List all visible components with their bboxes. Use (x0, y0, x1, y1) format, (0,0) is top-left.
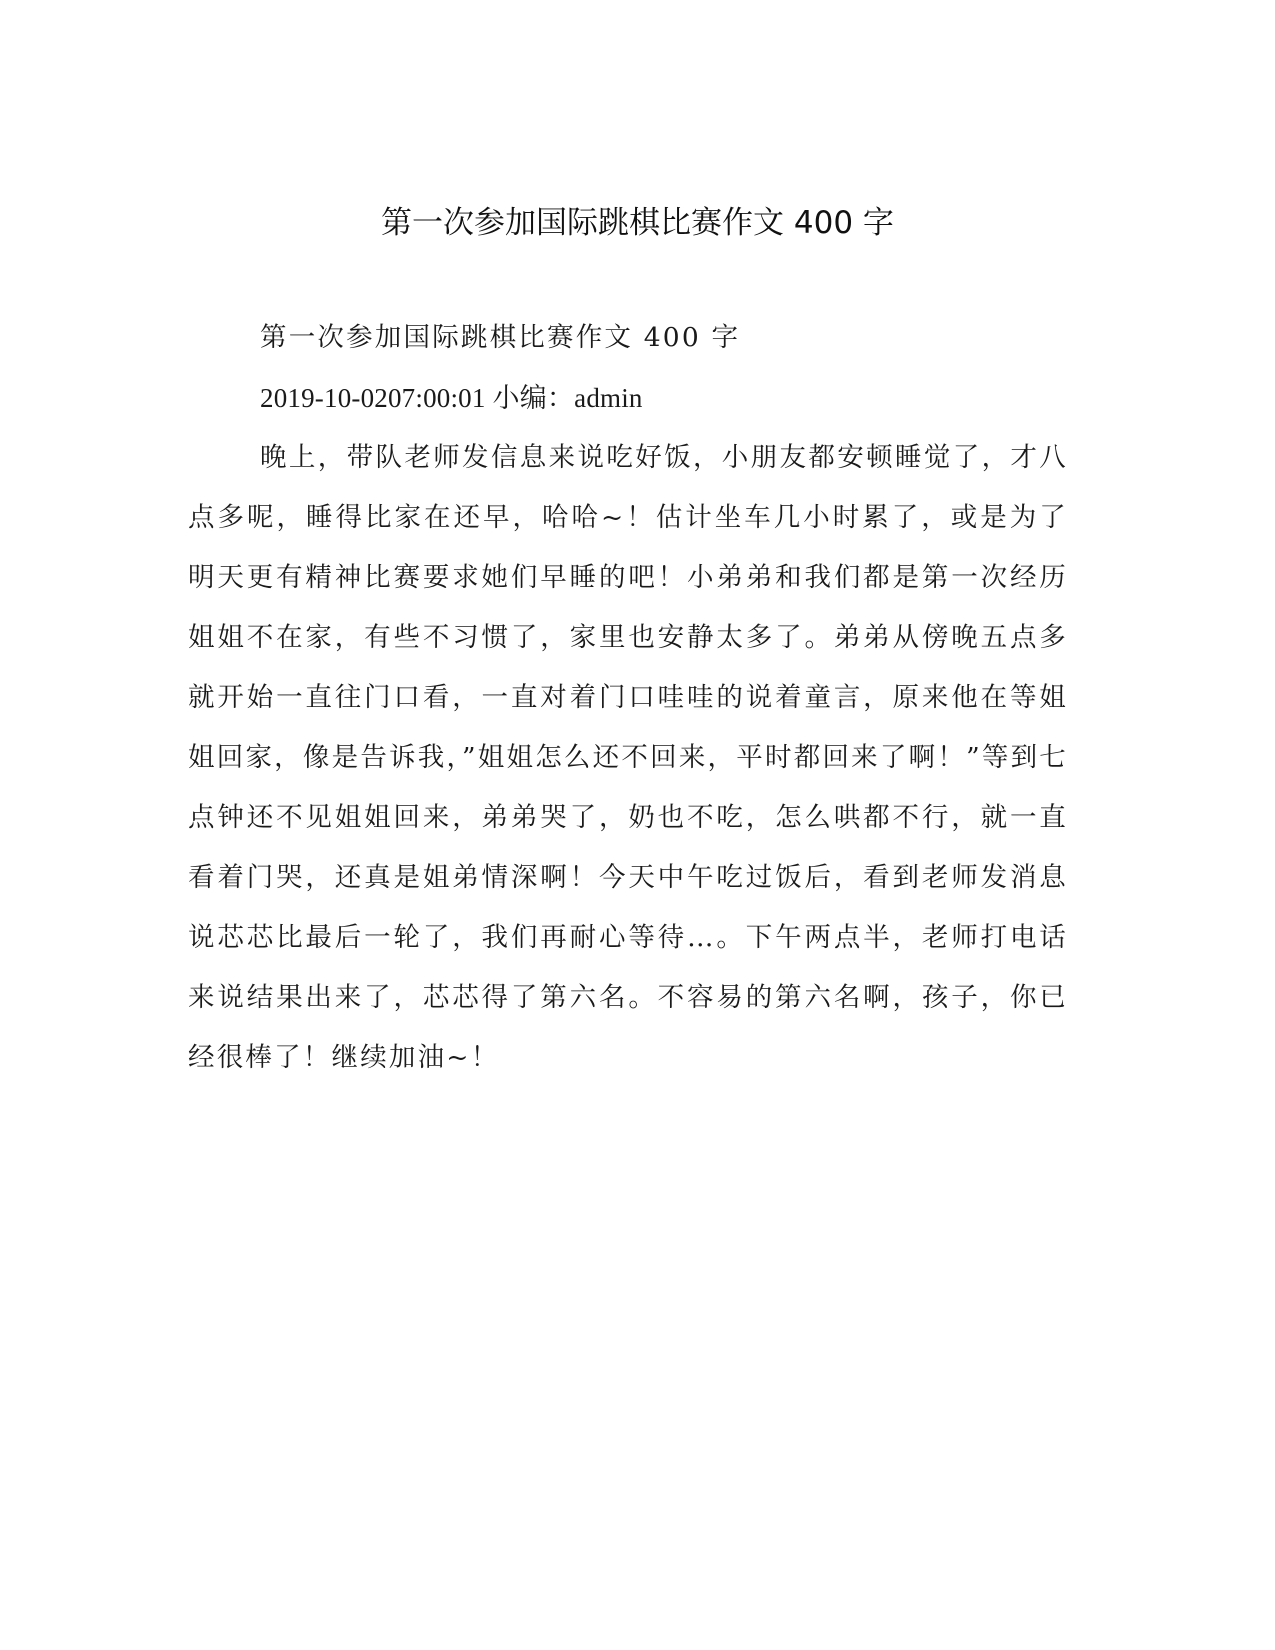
article-meta: 2019-10-0207:00:01 小编：admin (260, 383, 643, 413)
document-content (188, 320, 1068, 1088)
article-body: 晚上，带队老师发信息来说吃好饭，小朋友都安顿睡觉了，才八点多呢，睡得比家在还早，哈哈~！估计坐车几小时累了，或是为了明天更有精神比赛要求她们早睡的吧！小弟弟和我们都是第一次经历姐姐不在家，有些不习惯了，家里也安静太多了。弟弟从傍晚五点多就开始一直往门口看，一直对着门口哇哇的说着童言，原来他在等姐姐回家，像是告诉我，”姐姐怎么还不回来，平时都回来了啊！”等到七点钟还不见姐姐回来，弟弟哭了，奶也不吃，怎么哄都不行，就一直看着门哭，还真是姐弟情深啊！今天中午吃过饭后，看到老师发消息说芯芯比最后一轮了，我们再耐心等待…。下午两点半，老师打电话来说结果出来了，芯芯得了第六名。不容易的第六名啊，孩子，你已经很棒了！继续加油~！ (188, 442, 1068, 1073)
document-title: 第一次参加国际跳棋比赛作文 400 字 (381, 205, 894, 241)
article-subtitle: 第一次参加国际跳棋比赛作文 400 字 (260, 322, 741, 353)
